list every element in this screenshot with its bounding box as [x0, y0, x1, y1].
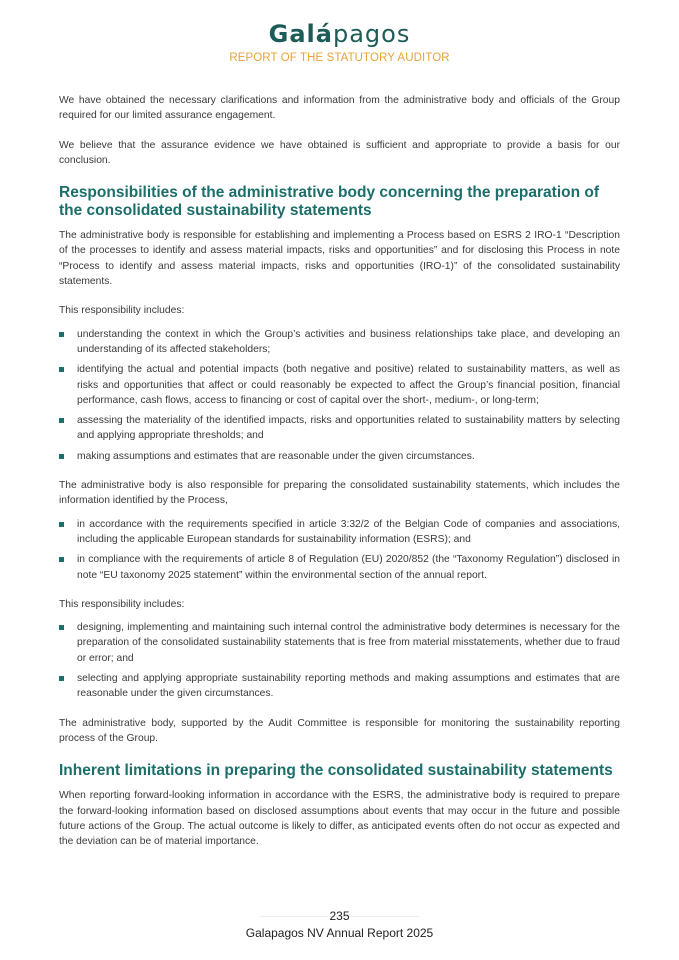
- body-paragraph: When reporting forward-looking information in accordance with the ESRS, the administrative body is required to prepare the forward-looking information based on disclosed assumptions about events that may occur in the future and possible future actions of the Group. The actual outcome is likely to differ, as anticipated events often do not occur as expected and the deviation can be of material importance.: [59, 790, 620, 848]
- page-number: 235: [329, 909, 350, 923]
- logo-bold-part: Galá: [268, 20, 333, 48]
- section-heading: Inherent limitations in preparing the consolidated sustainability statements: [59, 762, 613, 780]
- bullet-icon: [59, 332, 64, 337]
- bullet-icon: [59, 522, 64, 527]
- control-list: [59, 620, 620, 701]
- responsibility-list: [59, 327, 620, 464]
- company-logo: [0, 20, 679, 48]
- list-item: in compliance with the requirements of article 8 of Regulation (EU) 2020/852 (the “Taxonomy Regulation”) disclosed in note “EU taxonomy 2025 statement” within the environmental section of the annual report.: [59, 552, 620, 583]
- list-item: understanding the context in which the Group’s activities and business relationships take place, and developing an understanding of its affected stakeholders;: [59, 327, 620, 358]
- body-paragraph: This responsibility includes:: [59, 598, 185, 610]
- bullet-icon: [59, 676, 64, 681]
- bullet-icon: [59, 625, 64, 630]
- body-paragraph: The administrative body is responsible for establishing and implementing a Process based on ESRS 2 IRO-1 “Description of the processes to identify and assess material impacts, risks and opportunities” and for disclosing this Process in note “Process to identify and assess material impacts, risks and opportunities (IRO-1)” of the consolidated sustainability statements.: [59, 230, 620, 288]
- bullet-icon: [59, 557, 64, 562]
- section-heading: Responsibilities of the administrative body concerning the preparation of the consolidated sustainability statements: [59, 184, 599, 220]
- bullet-icon: [59, 418, 64, 423]
- list-item: assessing the materiality of the identified impacts, risks and opportunities related to sustainability matters by selecting and applying appropriate thresholds; and: [59, 413, 620, 444]
- logo-light-part: pagos: [332, 20, 411, 48]
- intro-paragraph: We believe that the assurance evidence we have obtained is sufficient and appropriate to provide a basis for our conclusion.: [59, 139, 620, 166]
- body-paragraph: The administrative body is also responsible for preparing the consolidated sustainability statements, which includes the information identified by the Process,: [59, 480, 620, 507]
- page-content: [59, 93, 620, 863]
- list-item: in accordance with the requirements specified in article 3:32/2 of the Belgian Code of companies and associations, including the applicable European standards for sustainability information (ESRS); and: [59, 517, 620, 548]
- intro-paragraph: We have obtained the necessary clarifications and information from the administrative body and officials of the Group required for our limited assurance engagement.: [59, 95, 620, 122]
- list-item: designing, implementing and maintaining such internal control the administrative body determines is necessary for the preparation of the consolidated sustainability statements that is free from material misstatements, whether due to fraud or error; and: [59, 620, 620, 666]
- list-item: identifying the actual and potential impacts (both negative and positive) related to sustainability matters, as well as risks and opportunities that affect or could reasonably be expected to affect the Group’s financial position, financial performance, cash flows, access to financing or cost of capital over the short-, medium-, or long-term;: [59, 362, 620, 408]
- footer-title: Galapagos NV Annual Report 2025: [245, 926, 434, 940]
- list-item: making assumptions and estimates that are reasonable under the given circumstances.: [59, 449, 620, 464]
- list-item: selecting and applying appropriate sustainability reporting methods and making assumptions and estimates that are reasonable under the given circumstances.: [59, 671, 620, 702]
- bullet-icon: [59, 454, 64, 459]
- requirements-list: [59, 517, 620, 583]
- report-subtitle: REPORT OF THE STATUTORY AUDITOR: [229, 52, 450, 64]
- body-paragraph: The administrative body, supported by the Audit Committee is responsible for monitoring the sustainability reporting process of the Group.: [59, 717, 620, 744]
- body-paragraph: This responsibility includes:: [59, 305, 185, 317]
- bullet-icon: [59, 367, 64, 372]
